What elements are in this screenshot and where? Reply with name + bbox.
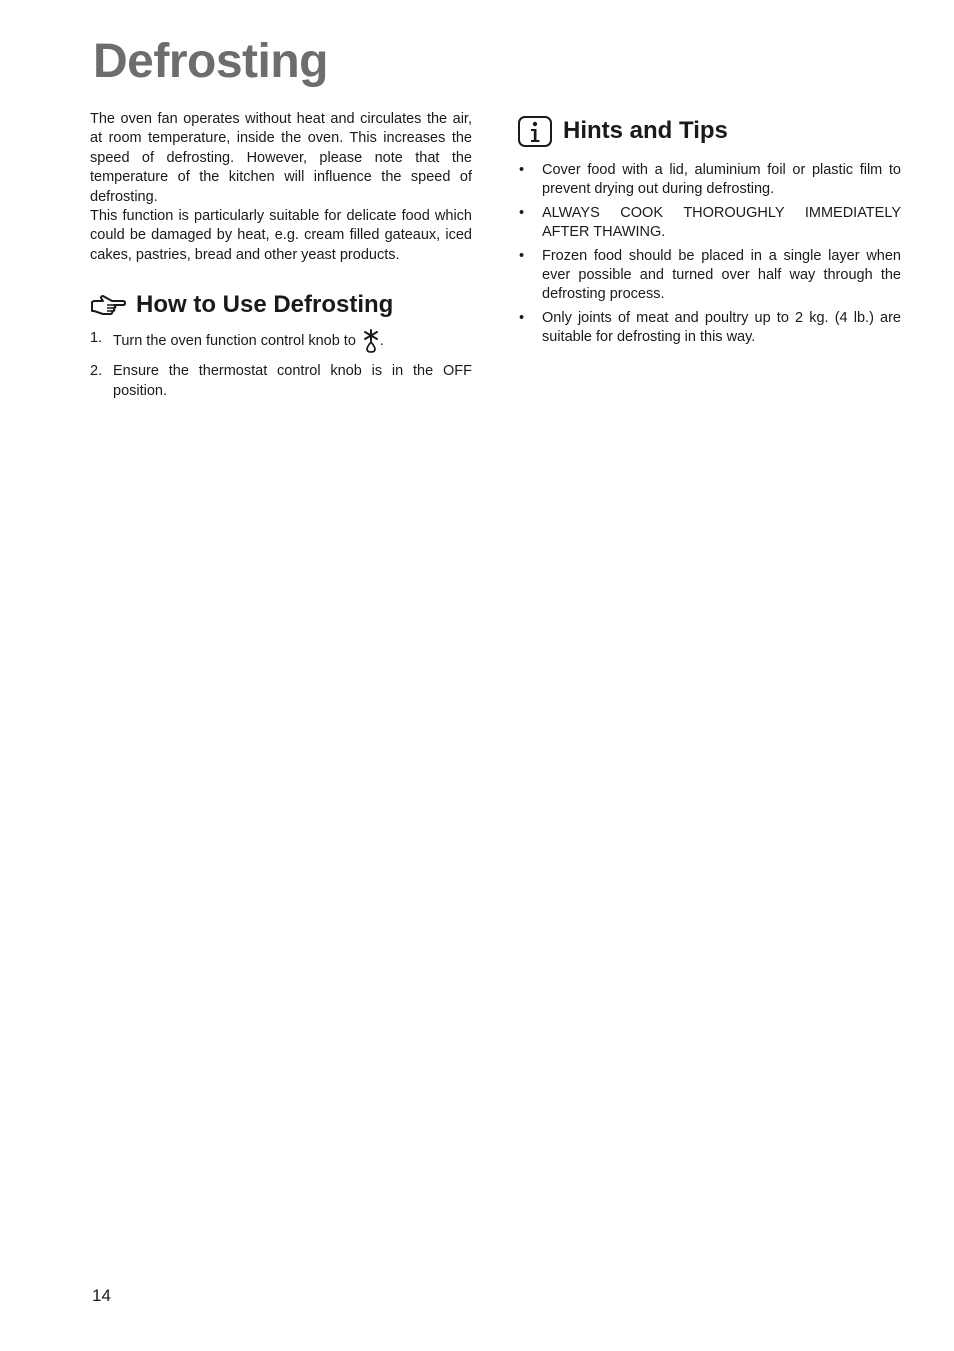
hints-heading: [517, 113, 901, 149]
hint-text: Only joints of meat and poultry up to 2 kg. (4 lb.) are suitable for defrosting in this way.: [542, 309, 901, 346]
how-to-heading: [90, 291, 472, 319]
page-title: Defrosting: [93, 35, 328, 88]
left-column: [90, 110, 472, 410]
bullet: •: [519, 162, 525, 178]
step-number: 1.: [90, 330, 103, 347]
bullet: •: [519, 204, 525, 221]
hint-text: ALWAYS COOK THOROUGHLY IMMEDIATELY AFTER THAWING.: [542, 204, 901, 241]
pointing-hand-icon: [90, 294, 126, 316]
info-icon: [517, 113, 553, 149]
step-number: 2.: [90, 363, 103, 380]
step-1-suffix: .: [379, 333, 384, 350]
how-to-heading-text: How to Use Defrosting: [136, 291, 394, 319]
list-item: [517, 204, 901, 243]
intro-paragraph-2: This function is particularly suitable for delicate food which could be damaged by heat, e.g. cream filled gateaux, iced cakes, pastries, bread and other yeast products.: [90, 208, 472, 263]
steps-list: [90, 329, 472, 401]
page-number: 14: [92, 1286, 111, 1305]
bullet: •: [519, 247, 525, 264]
step-text: Ensure the thermostat control knob is in the OFF position.: [113, 363, 472, 399]
list-item: [517, 247, 901, 305]
list-item: [517, 309, 901, 348]
step-text: [113, 329, 472, 353]
hints-list: [517, 161, 901, 348]
hints-heading-text: Hints and Tips: [563, 117, 728, 144]
list-item: [90, 362, 472, 401]
defrost-symbol-icon: [362, 329, 380, 353]
bullet: •: [519, 309, 525, 326]
intro-paragraph-1: The oven fan operates without heat and circulates the air, at room temperature, inside the oven. This increases the speed of defrosting. However, please note that the temperature of the kitchen will influence the speed of defrosting.: [90, 111, 472, 205]
list-item: [517, 161, 901, 200]
hint-text: Frozen food should be placed in a single layer when ever possible and turned over half way through the defrosting process.: [542, 247, 901, 303]
list-item: [90, 329, 472, 353]
hint-text: Cover food with a lid, aluminium foil or plastic film to prevent drying out during defrosting.: [542, 162, 901, 198]
right-column: [517, 110, 901, 352]
step-1-text: Turn the oven function control knob to: [113, 333, 356, 350]
